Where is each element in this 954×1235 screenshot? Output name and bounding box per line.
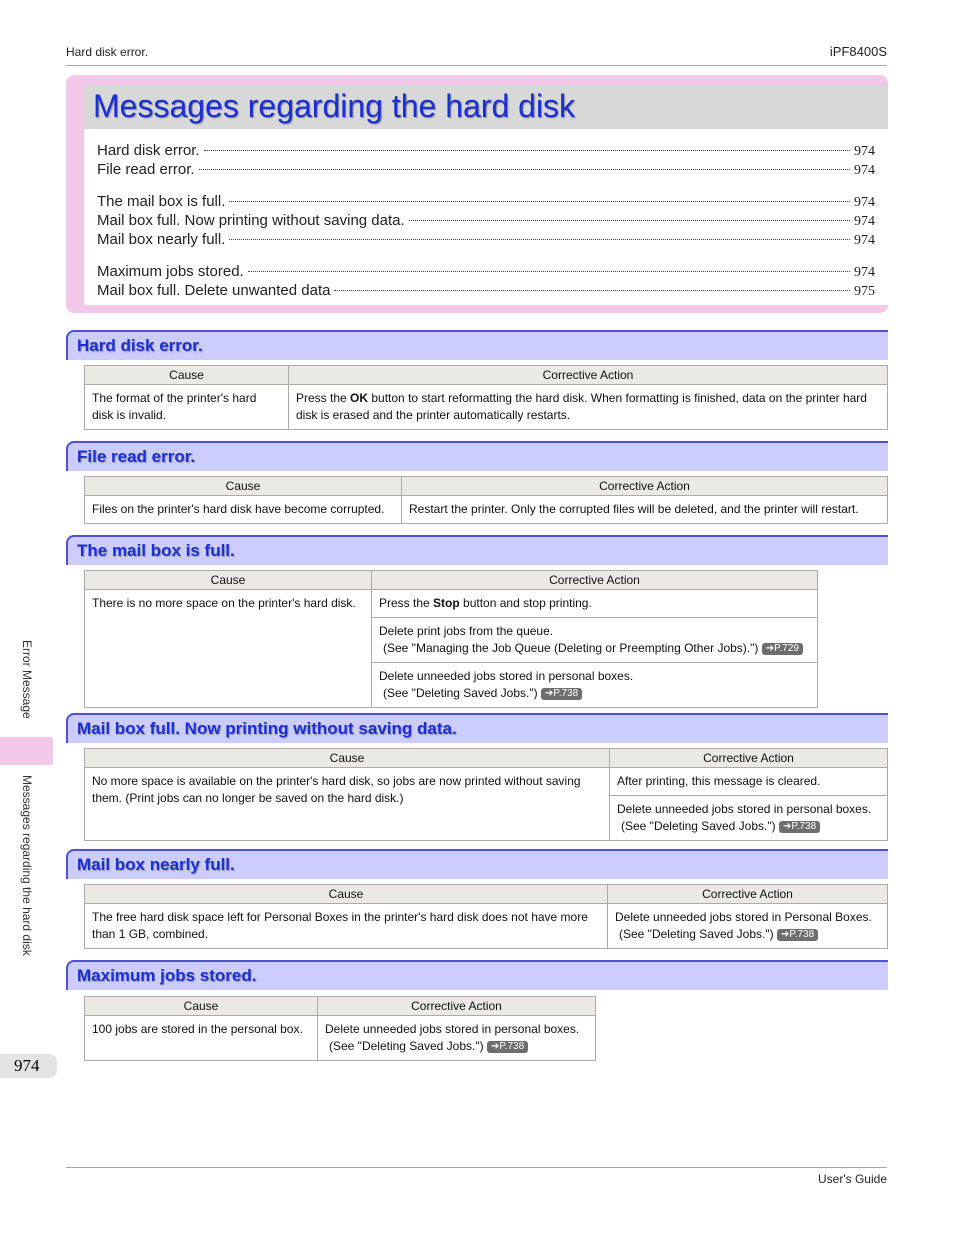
page-title-bar xyxy=(84,85,888,129)
section-heading-hard-disk-error xyxy=(66,330,888,360)
page-link-badge[interactable]: ➔P.738 xyxy=(779,821,820,833)
page-link-badge[interactable]: ➔P.738 xyxy=(487,1041,528,1053)
toc-entry-label: File read error. xyxy=(97,161,195,178)
page-link-badge[interactable]: ➔P.738 xyxy=(541,688,582,700)
section-title: Hard disk error. xyxy=(77,336,203,355)
mail-box-nearly-full-table xyxy=(84,884,888,949)
action-cell: After printing, this message is cleared. xyxy=(610,768,888,796)
toc-entry[interactable] xyxy=(97,193,875,212)
toc-entry-page: 974 xyxy=(854,214,875,229)
stop-button-label: Stop xyxy=(433,596,460,610)
toc-entry[interactable] xyxy=(97,142,875,161)
action-text: Press the xyxy=(296,391,351,405)
ok-button-label: OK xyxy=(350,391,369,405)
toc-leader xyxy=(229,239,850,240)
page-number: 974 xyxy=(14,1056,40,1075)
toc-entry[interactable] xyxy=(97,282,875,301)
cause-header: Cause xyxy=(85,366,289,385)
side-section-label: Messages regarding the hard disk xyxy=(20,775,34,956)
action-header: Corrective Action xyxy=(610,749,888,768)
section-heading-mail-box-full xyxy=(66,535,888,565)
cause-cell: The free hard disk space left for Personal Boxes in the printer's hard disk does not have more than 1 GB, combined. xyxy=(85,904,608,949)
toc-entry-label: Hard disk error. xyxy=(97,142,200,159)
see-reference: (See "Managing the Job Queue (Deleting or Preempting Other Jobs).") xyxy=(383,641,759,655)
toc-entry-label: Mail box nearly full. xyxy=(97,231,226,248)
header-rule xyxy=(66,65,887,66)
page-link-badge[interactable]: ➔P.729 xyxy=(762,643,803,655)
toc-entry-page: 974 xyxy=(854,233,875,248)
cause-header: Cause xyxy=(85,885,608,904)
action-text: Delete unneeded jobs stored in personal boxes. xyxy=(325,1022,580,1036)
action-header: Corrective Action xyxy=(372,571,818,590)
action-text: Delete unneeded jobs stored in personal boxes. xyxy=(379,669,634,683)
toc-entry[interactable] xyxy=(97,161,875,180)
section-heading-printing-without-saving xyxy=(66,713,888,743)
action-cell: Restart the printer. Only the corrupted files will be deleted, and the printer will restart. xyxy=(402,496,888,524)
action-text: Delete unneeded jobs stored in personal boxes. xyxy=(617,802,872,816)
action-header: Corrective Action xyxy=(289,366,888,385)
action-header: Corrective Action xyxy=(318,997,596,1016)
section-title: Maximum jobs stored. xyxy=(77,966,257,985)
see-reference: (See "Deleting Saved Jobs.") xyxy=(621,819,776,833)
toc-entry[interactable] xyxy=(97,212,875,231)
cause-cell: No more space is available on the printer's hard disk, so jobs are now printed without saving them. (Print jobs can no longer be saved on the hard disk.) xyxy=(85,768,610,841)
see-reference: (See "Deleting Saved Jobs.") xyxy=(329,1039,484,1053)
cause-header: Cause xyxy=(85,477,402,496)
side-chapter-tab xyxy=(0,737,53,765)
action-text: Delete print jobs from the queue. xyxy=(379,624,554,638)
toc-leader xyxy=(199,169,850,170)
toc-leader xyxy=(229,201,850,202)
action-cell xyxy=(372,618,818,663)
toc-leader xyxy=(248,271,850,272)
action-cell xyxy=(608,904,888,949)
hard-disk-error-table xyxy=(84,365,888,430)
cause-cell: There is no more space on the printer's hard disk. xyxy=(85,590,372,708)
toc-leader xyxy=(334,290,850,291)
action-cell xyxy=(289,385,888,430)
toc-entry-label: Mail box full. Delete unwanted data xyxy=(97,282,331,299)
cause-header: Cause xyxy=(85,749,610,768)
toc-leader xyxy=(204,150,850,151)
action-text: button and stop printing. xyxy=(459,596,592,610)
see-reference: (See "Deleting Saved Jobs.") xyxy=(383,686,538,700)
page-link-badge[interactable]: ➔P.738 xyxy=(777,929,818,941)
maximum-jobs-stored-table xyxy=(84,996,596,1061)
toc-entry-page: 974 xyxy=(854,163,875,178)
footer-rule xyxy=(66,1167,887,1168)
section-title: File read error. xyxy=(77,447,196,466)
toc-entry[interactable] xyxy=(97,231,875,250)
action-cell xyxy=(318,1016,596,1061)
toc-leader xyxy=(409,220,850,221)
printing-without-saving-table xyxy=(84,748,888,841)
running-header-left: Hard disk error. xyxy=(66,45,149,59)
toc-entry-page: 974 xyxy=(854,195,875,210)
footer-guide-label: User's Guide xyxy=(818,1172,887,1186)
action-cell xyxy=(610,796,888,841)
toc-entry-label: Mail box full. Now printing without saving data. xyxy=(97,212,405,229)
action-header: Corrective Action xyxy=(402,477,888,496)
cause-cell: The format of the printer's hard disk is invalid. xyxy=(85,385,289,430)
toc-entry-page: 975 xyxy=(854,284,875,299)
section-title: The mail box is full. xyxy=(77,541,235,560)
toc-entry-label: The mail box is full. xyxy=(97,193,226,210)
section-heading-mail-box-nearly-full xyxy=(66,849,888,879)
toc-entry[interactable] xyxy=(97,263,875,282)
action-text: button to start reformatting the hard disk. When formatting is finished, data on the printer hard disk is erased and the printer automatically restarts. xyxy=(296,391,867,422)
toc-entry-page: 974 xyxy=(854,144,875,159)
action-cell xyxy=(372,590,818,618)
page-number-tab xyxy=(0,1054,57,1078)
cause-header: Cause xyxy=(85,997,318,1016)
section-title: Mail box full. Now printing without saving data. xyxy=(77,719,457,738)
see-reference: (See "Deleting Saved Jobs.") xyxy=(619,927,774,941)
action-header: Corrective Action xyxy=(608,885,888,904)
section-heading-file-read-error xyxy=(66,441,888,471)
running-header-model: iPF8400S xyxy=(829,44,887,59)
toc-entry-page: 974 xyxy=(854,265,875,280)
section-heading-maximum-jobs-stored xyxy=(66,960,888,990)
side-chapter-label: Error Message xyxy=(20,640,34,719)
action-text: Press the xyxy=(379,596,434,610)
cause-header: Cause xyxy=(85,571,372,590)
toc-entry-label: Maximum jobs stored. xyxy=(97,263,244,280)
cause-cell: Files on the printer's hard disk have become corrupted. xyxy=(85,496,402,524)
mail-box-full-table xyxy=(84,570,818,708)
file-read-error-table xyxy=(84,476,888,524)
action-cell xyxy=(372,663,818,708)
section-title: Mail box nearly full. xyxy=(77,855,235,874)
action-text: Delete unneeded jobs stored in Personal Boxes. xyxy=(615,910,872,924)
page-title: Messages regarding the hard disk xyxy=(93,88,576,124)
cause-cell: 100 jobs are stored in the personal box. xyxy=(85,1016,318,1061)
